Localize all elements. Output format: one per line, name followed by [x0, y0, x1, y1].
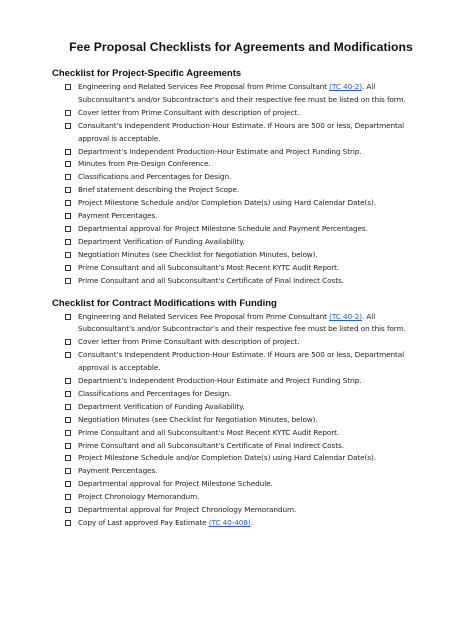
section-heading-modifications: Checklist for Contract Modifications with Funding: [52, 297, 277, 309]
checklist-item: [52, 275, 430, 288]
form-link[interactable]: (TC 40-2): [329, 82, 362, 91]
item-label: Engineering and Related Services Fee Proposal from Prime Consultant: [78, 82, 330, 91]
checkbox[interactable]: [65, 161, 71, 167]
checklist-item-text: [78, 375, 430, 388]
item-label: Brief statement describing the Project Scope.: [78, 185, 240, 195]
checklist-item-text: [78, 478, 430, 491]
checklist-item-text: [78, 414, 430, 427]
checklist-item: [52, 81, 430, 107]
checkbox[interactable]: [65, 352, 71, 358]
checkbox[interactable]: [65, 314, 71, 320]
checklist-item: [52, 440, 430, 453]
checklist-item-text: [78, 107, 430, 120]
item-label: Copy of Last approved Pay Estimate: [78, 518, 209, 527]
item-label: Department’s Independent Production-Hour Estimate and Project Funding Strip.: [78, 376, 362, 386]
checklist-item-text: [78, 236, 430, 249]
checklist-item-text: [78, 210, 430, 223]
checklist-modifications: [52, 311, 430, 530]
checklist-item-text: [78, 452, 430, 465]
checkbox[interactable]: [65, 494, 71, 500]
checklist-item: [52, 478, 430, 491]
checklist-item: [52, 210, 430, 223]
checkbox[interactable]: [65, 455, 71, 461]
checklist-item-text: [78, 146, 430, 159]
checkbox[interactable]: [65, 110, 71, 116]
item-label-continued: . All Subconsultant’s and/or Subcontractor’s and their respective fee must be listed on this form.: [78, 82, 406, 104]
checklist-item: [52, 223, 430, 236]
checkbox[interactable]: [65, 391, 71, 397]
checklist-item-text: [78, 81, 430, 107]
item-label: Department Verification of Funding Availability.: [78, 401, 245, 411]
item-label: Negotiation Minutes (see Checklist for Negotiation Minutes, below).: [78, 414, 318, 424]
checklist-item: [52, 452, 430, 465]
checklist-item: [52, 336, 430, 349]
checklist-item: [52, 311, 430, 337]
checklist-item-text: [78, 184, 430, 197]
checkbox[interactable]: [65, 507, 71, 513]
checkbox[interactable]: [65, 187, 71, 193]
page-title: Fee Proposal Checklists for Agreements and Modifications: [69, 40, 413, 54]
item-label: Project Chronology Memorandum.: [78, 492, 200, 502]
checkbox[interactable]: [65, 430, 71, 436]
item-label: Engineering and Related Services Fee Proposal from Prime Consultant: [78, 311, 330, 321]
checklist-item: [52, 491, 430, 504]
checklist-item-text: [78, 197, 430, 210]
item-label: Classifications and Percentages for Design.: [78, 172, 232, 182]
item-label: Prime Consultant and all Subconsultant’s Most Recent KYTC Audit Report.: [78, 262, 340, 272]
checklist-item: [52, 120, 430, 146]
checkbox[interactable]: [65, 339, 71, 345]
checklist-item: [52, 517, 430, 530]
checkbox[interactable]: [65, 239, 71, 245]
item-label: Consultant’s Independent Production-Hour Estimate. If Hours are 500 or less, Departmental approval is acceptable.: [78, 350, 405, 373]
checklist-item-text: [78, 440, 430, 453]
checklist-item-text: [78, 262, 430, 275]
form-link[interactable]: (TC 40-2): [329, 311, 362, 321]
section-heading-agreements: Checklist for Project-Specific Agreements: [52, 68, 242, 79]
checklist-item-text: [78, 349, 430, 375]
checklist-agreements: [52, 81, 430, 288]
checkbox[interactable]: [65, 404, 71, 410]
checklist-item-text: [78, 223, 430, 236]
item-label: Departmental approval for Project Milestone Schedule.: [78, 479, 273, 489]
checkbox[interactable]: [65, 520, 71, 526]
item-label: Prime Consultant and all Subconsultant’s Certificate of Final Indirect Costs.: [78, 275, 344, 285]
checklist-item-text: [78, 158, 430, 171]
checklist-item: [52, 414, 430, 427]
checklist-item: [52, 401, 430, 414]
checklist-item: [52, 184, 430, 197]
item-label-continued: .: [250, 518, 253, 527]
item-label: Cover letter from Prime Consultant with description of project.: [78, 337, 300, 347]
checklist-item-text: [78, 275, 430, 288]
checklist-item: [52, 107, 430, 120]
checklist-item: [52, 262, 430, 275]
checkbox[interactable]: [65, 213, 71, 219]
checklist-item: [52, 158, 430, 171]
checklist-item-text: [78, 427, 430, 440]
checklist-item-text: [78, 401, 430, 414]
item-label: Cover letter from Prime Consultant with description of project.: [78, 107, 300, 117]
item-label: Departmental approval for Project Milestone Schedule and Payment Percentages.: [78, 223, 368, 233]
checklist-item: [52, 249, 430, 262]
checkbox[interactable]: [65, 123, 71, 129]
checkbox[interactable]: [65, 200, 71, 206]
checklist-item: [52, 171, 430, 184]
form-link[interactable]: (TC 40-408): [208, 518, 251, 527]
item-label: Consultant’s Independent Production-Hour Estimate. If Hours are 500 or less, Departmental approval is acceptable.: [78, 120, 405, 143]
item-label: Prime Consultant and all Subconsultant’s Most Recent KYTC Audit Report.: [78, 427, 340, 437]
checkbox[interactable]: [65, 149, 71, 155]
checkbox[interactable]: [65, 226, 71, 232]
checklist-item: [52, 427, 430, 440]
checklist-item: [52, 375, 430, 388]
item-label: Departmental approval for Project Chronology Memorandum.: [78, 505, 297, 515]
item-label: Prime Consultant and all Subconsultant’s Certificate of Final Indirect Costs.: [78, 440, 344, 450]
checklist-item: [52, 197, 430, 210]
item-label: Classifications and Percentages for Design.: [78, 388, 232, 398]
item-label: Project Milestone Schedule and/or Completion Date(s) using Hard Calendar Date(s).: [78, 453, 376, 463]
checklist-item-text: [78, 336, 430, 349]
checklist-item-text: [78, 465, 430, 478]
item-label: Project Milestone Schedule and/or Completion Date(s) using Hard Calendar Date(s).: [78, 198, 376, 208]
checkbox[interactable]: [65, 278, 71, 284]
checkbox[interactable]: [65, 252, 71, 258]
checklist-item-text: [78, 249, 430, 262]
checklist-item: [52, 236, 430, 249]
checklist-item-text: [78, 120, 430, 146]
checkbox[interactable]: [65, 481, 71, 487]
checklist-item: [52, 349, 430, 375]
item-label-continued: . All Subconsultant’s and/or Subcontractor’s and their respective fee must be listed on this form.: [78, 311, 406, 334]
item-label: Minutes from Pre-Design Conference.: [78, 159, 211, 169]
checklist-item-text: [78, 504, 430, 517]
checklist-item-text: [78, 491, 430, 504]
checklist-item: [52, 388, 430, 401]
checkbox[interactable]: [65, 378, 71, 384]
checkbox[interactable]: [65, 443, 71, 449]
item-label: Payment Percentages.: [78, 211, 158, 221]
checklist-item: [52, 504, 430, 517]
checklist-item: [52, 146, 430, 159]
checklist-item-text: [78, 171, 430, 184]
checkbox[interactable]: [65, 265, 71, 271]
item-label: Payment Percentages.: [78, 466, 158, 476]
checklist-item-text: [78, 388, 430, 401]
item-label: Department’s Independent Production-Hour Estimate and Project Funding Strip.: [78, 146, 362, 156]
checkbox[interactable]: [65, 174, 71, 180]
checkbox[interactable]: [65, 468, 71, 474]
checklist-item-text: [78, 517, 430, 530]
checklist-item-text: [78, 311, 430, 337]
item-label: Negotiation Minutes (see Checklist for Negotiation Minutes, below).: [78, 249, 318, 259]
item-label: Department Verification of Funding Availability.: [78, 236, 245, 246]
checkbox[interactable]: [65, 417, 71, 423]
checkbox[interactable]: [65, 84, 71, 90]
checklist-item: [52, 465, 430, 478]
